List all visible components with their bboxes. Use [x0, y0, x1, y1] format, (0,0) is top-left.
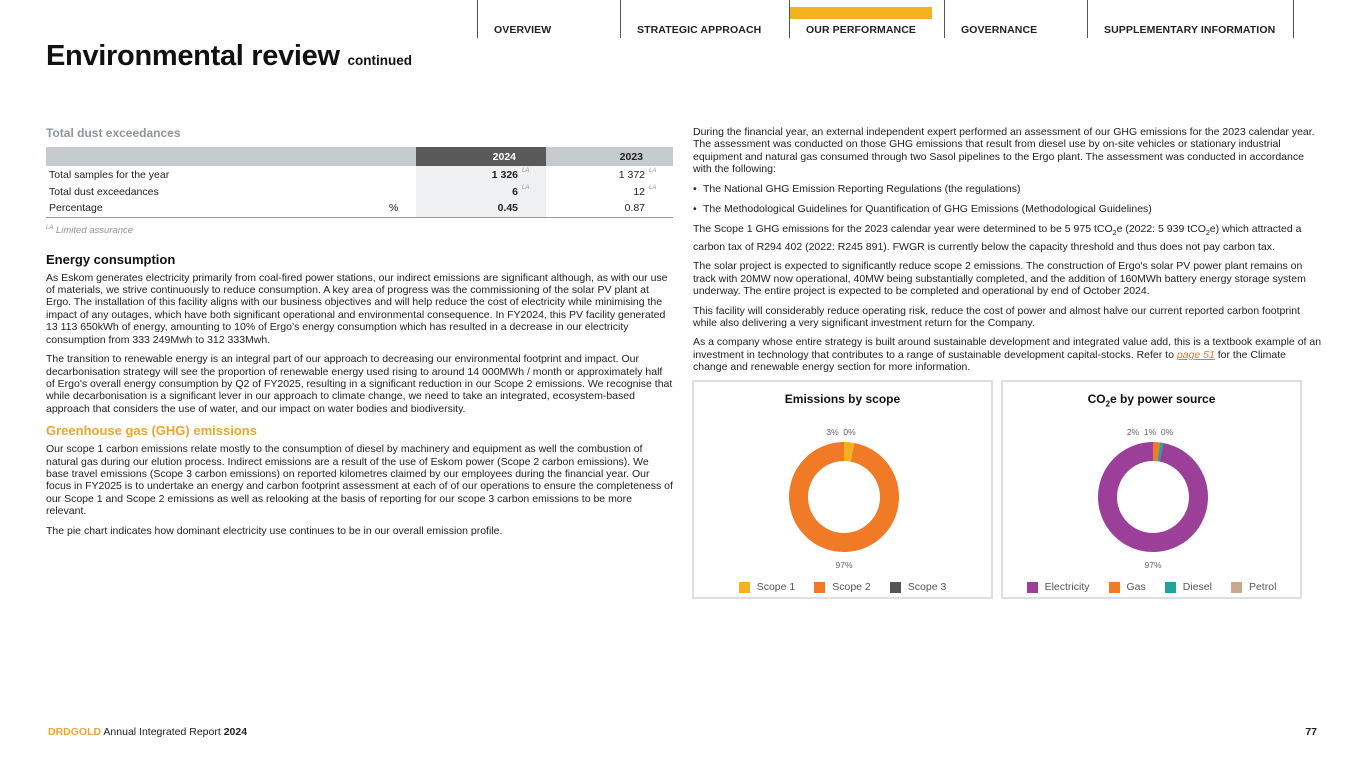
bullet-item: • The Methodological Guidelines for Quantification of GHG Emissions (Methodological Guidelines): [693, 203, 1323, 215]
ghg-paragraph-1: Our scope 1 carbon emissions relate mostly to the consumption of diesel by machinery and equipment as well the combustion of natural gas during our elution process. Indirect emissions are a result of the use of Eskom power (Scope 2 carbon emissions). We base travel emissions (Scope 3 carbon emissions) on reported kilometres claimed by our employees during the financial year. Our focus in FY2025 is to undertake an energy and carbon footprint assessment at each of of our operations to ensure the completeness of our Scope 1 and Scope 2 emissions as well as relooking at the basis of reporting for our scope 3 carbon emissions to be more relevant.: [46, 443, 673, 518]
legend-swatch: [1165, 582, 1176, 593]
title-text: CO: [1087, 392, 1106, 406]
footer: [48, 726, 247, 738]
text-run: The Scope 1 GHG emissions for the 2023 calendar year were determined to be 5 975 tCO: [693, 223, 1113, 236]
tab-label: OUR PERFORMANCE: [806, 24, 917, 36]
data-label: 3%: [826, 427, 839, 437]
donut-slice-electricity: [1098, 442, 1208, 552]
row-label: Percentage: [46, 200, 386, 217]
legend-label: Petrol: [1248, 581, 1277, 593]
assessment-paragraph: During the financial year, an external independent expert performed an assessment of our GHG emissions for the 2023 calendar year. The assessment was conducted on those GHG emissions that result from diesel use by on-site vehicles or stationary industrial equipment and natural gas consumed through two Sasol pipelines to the Ergo plant. The assessment was conducted in accordance with the following:: [693, 126, 1315, 176]
legend-item: [1165, 581, 1212, 593]
title-subscript: 2: [1105, 399, 1111, 409]
legend-label: Scope 1: [756, 581, 796, 593]
limited-assurance-note: [46, 225, 673, 236]
footer-brand: DRDGOLD: [48, 726, 102, 738]
text-run: As a company whose entire strategy is built around sustainable development and integrated value add, this is a textbook example of an investment in technology that contributes to a range of sustainable development capital-stocks. Refer to: [693, 336, 1322, 361]
table-header-row: [46, 147, 673, 166]
limited-assurance-mark: LA: [518, 183, 546, 200]
solar-paragraph: The solar project is expected to significantly reduce scope 2 emissions. The construction of Ergo's solar PV power plant remains on track with 20MW now operational, 40MW being substantially completed, and the addition of 160MWh battery energy storage system underway. The entire project is expected to be completed and operational by end of October 2024.: [693, 260, 1306, 298]
energy-paragraph-1: As Eskom generates electricity primarily from coal-fired power stations, our indirect emissions are significant although, as with our use of materials, we strive continuously to reduce consumption. A key area of progress was the commissioning of the solar PV plant at Ergo. The installation of this facility aligns with our business objectives and will help reduce the cost of electricity while minimising the impact of any outages, which have both significant operational and environmental consequence. In FY2024, this PV facility generated 13 113 650kWh of energy, amounting to 10% of Ergo’s energy consumption which has resulted in a decrease in our electricity consumption from 333 249Mwh to 312 333Mwh.: [46, 271, 668, 346]
donut-slice-scope-2: [789, 442, 899, 552]
legend-label: Diesel: [1182, 581, 1212, 593]
data-label: 1%: [1143, 427, 1157, 437]
legend-item: [1109, 581, 1146, 593]
page-number: 77: [1305, 726, 1317, 738]
emissions-by-scope-chart: [692, 380, 993, 599]
data-label: 0%: [843, 427, 856, 437]
ghg-paragraph-2: The pie chart indicates how dominant electricity use continues to be in our overall emission profile.: [46, 524, 503, 537]
left-column: [46, 126, 673, 544]
strategy-paragraph: [693, 336, 1323, 373]
cell-2024: 0.45: [416, 200, 518, 217]
tab-label: SUPPLEMENTARY INFORMATION: [1104, 24, 1276, 36]
data-label: 97%: [1144, 560, 1162, 570]
right-column: [693, 126, 1323, 381]
dust-table-title: Total dust exceedances: [46, 126, 181, 140]
dust-table: [46, 147, 673, 218]
legend-item: [739, 581, 796, 593]
legend-item: [890, 581, 947, 593]
legend-label: Electricity: [1044, 581, 1090, 593]
legend-label: Scope 2: [832, 581, 871, 593]
legend-swatch: [1109, 582, 1120, 593]
row-unit: %: [386, 200, 416, 217]
cell-2023: 0.87: [546, 200, 645, 217]
legend-item: [814, 581, 871, 593]
co2e-by-power-source-chart: [1001, 380, 1302, 599]
data-label: 97%: [835, 560, 853, 570]
legend-swatch: [890, 582, 901, 593]
table-row: [46, 200, 673, 217]
limited-assurance-mark: LA: [518, 166, 546, 183]
tab-label: GOVERNANCE: [961, 24, 1038, 36]
legend-item: [1027, 581, 1090, 593]
legend-swatch: [739, 582, 750, 593]
col-header-2023: 2023: [546, 147, 645, 166]
energy-heading: Energy consumption: [46, 251, 176, 267]
page-title-suffix: continued: [347, 53, 413, 68]
title-text: e by power source: [1110, 392, 1216, 406]
note-text: Limited assurance: [55, 224, 134, 236]
subscript: 2: [1205, 230, 1210, 238]
tab-label: STRATEGIC APPROACH: [637, 24, 762, 36]
data-label: 0%: [1160, 427, 1174, 437]
col-header-2024: 2024: [416, 147, 518, 166]
chart-title: Emissions by scope: [784, 392, 901, 406]
tab-overview[interactable]: [477, 0, 620, 38]
text-run: e (2022: 5 939 tCO: [1116, 223, 1206, 236]
page-title-text: Environmental review: [46, 40, 340, 72]
facility-paragraph: This facility will considerably reduce operating risk, reduce the cost of power and almost halve our current reported carbon footprint while also delivering a very significant investment return for the Company.: [693, 304, 1300, 329]
subscript: 2: [1112, 230, 1117, 238]
ghg-heading: Greenhouse gas (GHG) emissions: [46, 423, 257, 439]
cell-2024: 1 326: [416, 166, 518, 183]
scope1-paragraph: [693, 223, 1323, 253]
tab-our-performance[interactable]: [789, 0, 944, 38]
text-run: e) which attracted a carbon tax of R294 402 (2022: R245 891). FWGR is currently below the capacity threshold and thus does not pay carbon tax.: [693, 223, 1302, 253]
limited-assurance-mark: LA: [649, 185, 657, 191]
top-navigation: [477, 0, 1294, 38]
text-run: for the Climate change and renewable energy section for more information.: [693, 348, 1287, 374]
note-mark: LA: [46, 224, 54, 231]
footer-year: 2024: [223, 726, 248, 738]
tab-governance[interactable]: [944, 0, 1087, 38]
active-tab-indicator: [790, 7, 932, 19]
donut-chart: [1003, 382, 1300, 597]
table-row: [46, 183, 673, 200]
legend-item: [1231, 581, 1276, 593]
table-row: [46, 166, 673, 183]
legend-label: Gas: [1126, 581, 1146, 593]
tab-supplementary-information[interactable]: [1087, 0, 1294, 38]
row-label: Total dust exceedances: [49, 185, 159, 198]
row-label: Total samples for the year: [49, 168, 170, 181]
page-title: [46, 40, 412, 73]
cell-2023: 1 372: [618, 168, 645, 181]
row-unit: [386, 166, 416, 183]
legend-swatch: [1027, 582, 1038, 593]
cell-2024: 6: [416, 183, 518, 200]
bullet-item: • The National GHG Emission Reporting Regulations (the regulations): [693, 183, 1323, 195]
tab-label: OVERVIEW: [494, 24, 552, 36]
page-51-link[interactable]: page 51: [1176, 348, 1215, 361]
data-label: 2%: [1126, 427, 1140, 437]
energy-paragraph-2: The transition to renewable energy is an integral part of our approach to decreasing our environmental footprint and impact. Our decarbonisation strategy will see the proportion of renewable energy used rising to around 14 000MWh / month or approximately half of Ergo's overall energy consumption by Q2 of FY2025, resulting in a significant reduction in our Scope 2 emissions. We recognise that while decarbonisation is a significant lever in our approach to climate change, we need to take an integrated, ecosystem-based approach that considers the use of water, and our impact on water bodies and biodiversity.: [46, 353, 673, 415]
chart-legend: [1003, 581, 1300, 593]
row-unit: [386, 183, 416, 200]
chart-legend: [694, 581, 991, 593]
footer-text: Annual Integrated Report: [101, 726, 224, 738]
limited-assurance-mark: LA: [649, 168, 657, 174]
tab-strategic-approach[interactable]: [620, 0, 789, 38]
legend-swatch: [814, 582, 825, 593]
legend-swatch: [1231, 582, 1242, 593]
donut-chart: [694, 382, 991, 597]
legend-label: Scope 3: [907, 581, 947, 593]
cell-2023: 12: [633, 185, 645, 198]
